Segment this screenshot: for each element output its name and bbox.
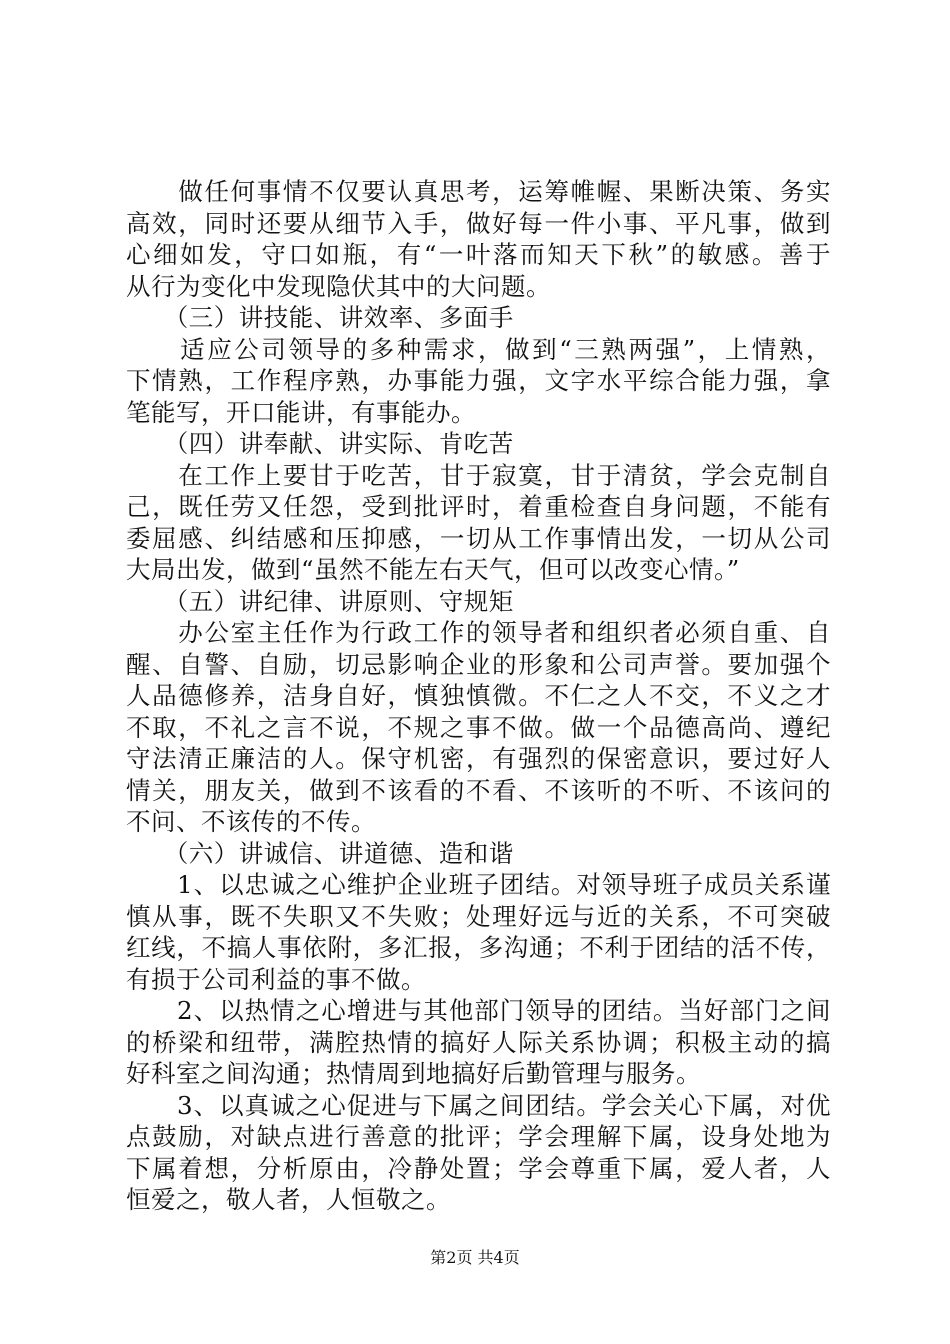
text-line: 大局出发，做到“虽然不能左右天气，但可以改变心情。” <box>126 555 740 584</box>
text-line: 慎从事，既不失职又不失败；处理好远与近的关系，不可突破 <box>126 901 831 931</box>
section-heading-4: （四）讲奉献、讲实际、肯吃苦 <box>126 429 514 458</box>
text-line: 不问、不该传的不传。 <box>126 807 376 836</box>
text-line: 笔能写，开口能讲，有事能办。 <box>126 397 476 427</box>
text-line: 1、以忠诚之心维护企业班子团结。对领导班子成员关系谨 <box>126 870 831 899</box>
text-line: 做任何事情不仅要认真思考，运筹帷幄、果断决策、务实 <box>126 177 831 206</box>
section-heading-5: （五）讲纪律、讲原则、守规矩 <box>126 586 514 616</box>
text-line: 从行为变化中发现隐伏其中的大问题。 <box>126 271 551 301</box>
text-line: 在工作上要甘于吃苦，甘于寂寞，甘于清贫，学会克制自 <box>126 460 831 490</box>
text-line: 适应公司领导的多种需求，做到“三熟两强”，上情熟， <box>126 334 831 364</box>
text-line: 恒爱之，敬人者，人恒敬之。 <box>126 1185 451 1214</box>
text-line: 醒、自警、自励，切忌影响企业的形象和公司声誉。要加强个 <box>126 649 831 679</box>
text-line: 己，既任劳又任怨，受到批评时，着重检查自身问题，不能有 <box>126 492 831 521</box>
text-line: 守法清正廉洁的人。保守机密，有强烈的保密意识，要过好人 <box>126 744 831 773</box>
text-line: 委屈感、纠结感和压抑感，一切从工作事情出发，一切从公司 <box>126 523 831 553</box>
text-line: 好科室之间沟通；热情周到地搞好后勤管理与服务。 <box>126 1059 701 1088</box>
document-body <box>126 176 831 1216</box>
text-line: 不取，不礼之言不说，不规之事不做。做一个品德高尚、遵纪 <box>126 712 831 742</box>
text-line: 人品德修养，洁身自好，慎独慎微。不仁之人不交，不义之才 <box>126 681 831 710</box>
text-line: 3、以真诚之心促进与下属之间团结。学会关心下属，对优 <box>126 1090 831 1120</box>
text-line: 红线，不搞人事依附，多汇报，多沟通；不利于团结的活不传， <box>126 933 831 962</box>
text-line: 有损于公司利益的事不做。 <box>126 964 426 994</box>
text-line: 下属着想，分析原由，冷静处置；学会尊重下属，爱人者，人 <box>126 1153 831 1183</box>
text-line: 高效，同时还要从细节入手，做好每一件小事、平凡事，做到 <box>126 208 831 238</box>
text-line: 心细如发，守口如瓶，有“一叶落而知天下秋”的敏感。善于 <box>126 240 831 269</box>
section-heading-6: （六）讲诚信、讲道德、造和谐 <box>126 838 514 868</box>
text-line: 的桥梁和纽带，满腔热情的搞好人际关系协调；积极主动的搞 <box>126 1027 831 1057</box>
page-number-footer: 第2页 共4页 <box>430 1248 520 1267</box>
text-line: 办公室主任作为行政工作的领导者和组织者必须自重、自 <box>126 618 831 647</box>
text-line: 2、以热情之心增进与其他部门领导的团结。当好部门之间 <box>126 996 831 1025</box>
text-line: 下情熟，工作程序熟，办事能力强，文字水平综合能力强，拿 <box>126 366 831 395</box>
text-line: 点鼓励，对缺点进行善意的批评；学会理解下属，设身处地为 <box>126 1122 831 1151</box>
text-line: 情关，朋友关，做到不该看的不看、不该听的不听、不该问的 <box>126 775 831 805</box>
section-heading-3: （三）讲技能、讲效率、多面手 <box>126 303 514 332</box>
